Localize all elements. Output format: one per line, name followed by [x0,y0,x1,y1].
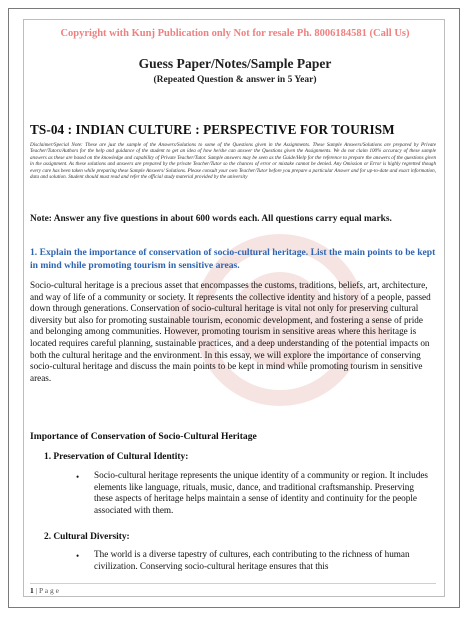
intro-paragraph: Socio-cultural heritage is a precious asset that encompasses the customs, traditions, beliefs, art, architecture, and way of life of a community or society. It represents the collective identity and history of a people, passed down through generations. Conservation of socio-cultural heritage is vital not only for preserving cultural diversity but also for promoting sustainable tourism, economic development, and fostering a sense of pride and belonging among communities. However, promoting tourism in sensitive areas where this heritage is located requires careful planning, sustainable practices, and a deep understanding of the potential impacts on both the cultural heritage and the environment. In this essay, we will explore the importance of conserving socio-cultural heritage and discuss the main points to be kept in mind while promoting tourism in sensitive areas. [30,280,431,383]
section-heading: Importance of Conservation of Socio-Cultural Heritage [30,431,257,442]
bullet-text-1: Socio-cultural heritage represents the unique identity of a community or region. It includes elements like language, rituals, music, dance, and traditional craftsmanship. Preserving these aspects of heritage helps maintain a sense of identity and continuity for the people associated with them. [94,470,428,515]
page-number: 1 [30,586,34,595]
disclaimer-text: Disclaimer/Special Note: These are just the sample of the Answers/Solutions to some of the Questions given in the Assignments. These Sample Answers/Solutions are prepared by Private Teacher/Tutors/Authors for the help and guidance of the student to get an idea of how he/she can answer the Questions given the Assignments. We do not claim 100% accuracy of these sample answers as these are based on the knowledge and capability of Private Teacher/Tutor. Sample answers may be seen as the Guide/Help for the reference to prepare the answers of the questions given in the assignment. As these solutions and answers are prepared by the private Teacher/Tutor so the chances of error or mistake cannot be denied. Any Omission or Error is highly regretted though every care has been taken while preparing these Sample Answers/ Solutions. Please consult your own Teacher/Tutor before you prepare a particular Answer and for up-to-date and exact information, data and solution. Student should must read and refer the official study material provided by the university [30,142,436,181]
bullet-icon: • [76,472,80,482]
course-title: TS-04 : INDIAN CULTURE : PERSPECTIVE FOR TOURISM [30,122,395,137]
bullet-text-2: The world is a diverse tapestry of cultures, each contributing to the richness of human civilization. Conserving socio-cultural heritage ensures that this [94,549,410,571]
bullet-icon: • [76,551,80,561]
footer-divider [30,583,436,584]
copyright-notice: Copyright with Kunj Publication only Not for resale Ph. 8006184581 (Call Us) [60,28,410,39]
page-footer [30,586,59,595]
sub-heading-2: 2. Cultural Diversity: [44,532,130,542]
page-title: Guess Paper/Notes/Sample Paper [138,56,332,71]
question-1: 1. Explain the importance of conservation of socio-cultural heritage. List the main points to be kept in mind while promoting tourism in sensitive areas. [30,247,436,271]
sub-heading-1: 1. Preservation of Cultural Identity: [44,452,189,462]
page-subtitle: (Repeated Question & answer in 5 Year) [153,75,317,85]
exam-note: Note: Answer any five questions in about 600 words each. All questions carry equal marks. [30,214,392,224]
page-label: | P a g e [35,586,59,595]
